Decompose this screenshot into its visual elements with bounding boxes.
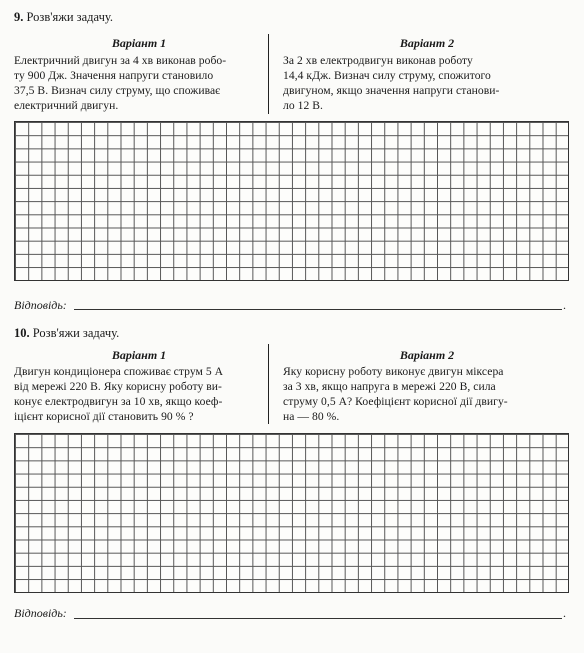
task-10-answer-label: Відповідь: [14,606,67,620]
task-10-variant-1-text: Двигун кондиціонера споживає струм 5 А від мережі 220 В. Яку корисну роботу ви- конує електродвигун за 10 хв, якщо коеф- іцієнт корисної дії становить 90 % ? [14,365,224,423]
task-10-variant-1-heading: Варіант 1 [111,348,167,362]
task-10-solution-grid[interactable] [14,433,569,593]
task-9-title [14,10,113,25]
task-10-number: 10. [14,326,30,340]
task-10-variant-divider [268,344,269,424]
task-9-variant-divider [268,34,269,114]
task-9-prompt: Розв'яжи задачу. [26,10,113,24]
task-9-answer-label: Відповідь: [14,298,67,312]
task-9-solution-grid[interactable] [14,121,569,281]
task-9-answer-end: . [563,298,566,312]
task-10-variant-2-text: Яку корисну роботу виконує двигун міксера за 3 хв, якщо напруга в мережі 220 В, сила струму 0,5 А? Коефіцієнт корисної дії двигу- на — 80 %. [283,365,508,423]
task-10-title [14,326,119,341]
task-10-prompt: Розв'яжи задачу. [32,326,120,340]
task-9-number: 9. [14,10,24,24]
task-9-variant-2-text: За 2 хв електродвигун виконав роботу 14,4 кДж. Визнач силу струму, спожитого двигуном, якщо значення напруги станови- ло 12 В. [283,54,500,112]
task-9-answer-line[interactable] [74,308,562,310]
task-9-variant-2-heading: Варіант 2 [399,36,455,50]
task-9-variant-1-text: Електричний двигун за 4 хв виконав робо- ту 900 Дж. Значення напруги становило 37,5 В. Визнач силу струму, що споживає електричний двигун. [14,54,227,112]
task-9-variant-1-heading: Варіант 1 [111,36,167,50]
task-10-answer-end: . [563,606,566,620]
task-10-answer-line[interactable] [74,617,562,619]
task-10-variant-2-heading: Варіант 2 [399,348,455,362]
